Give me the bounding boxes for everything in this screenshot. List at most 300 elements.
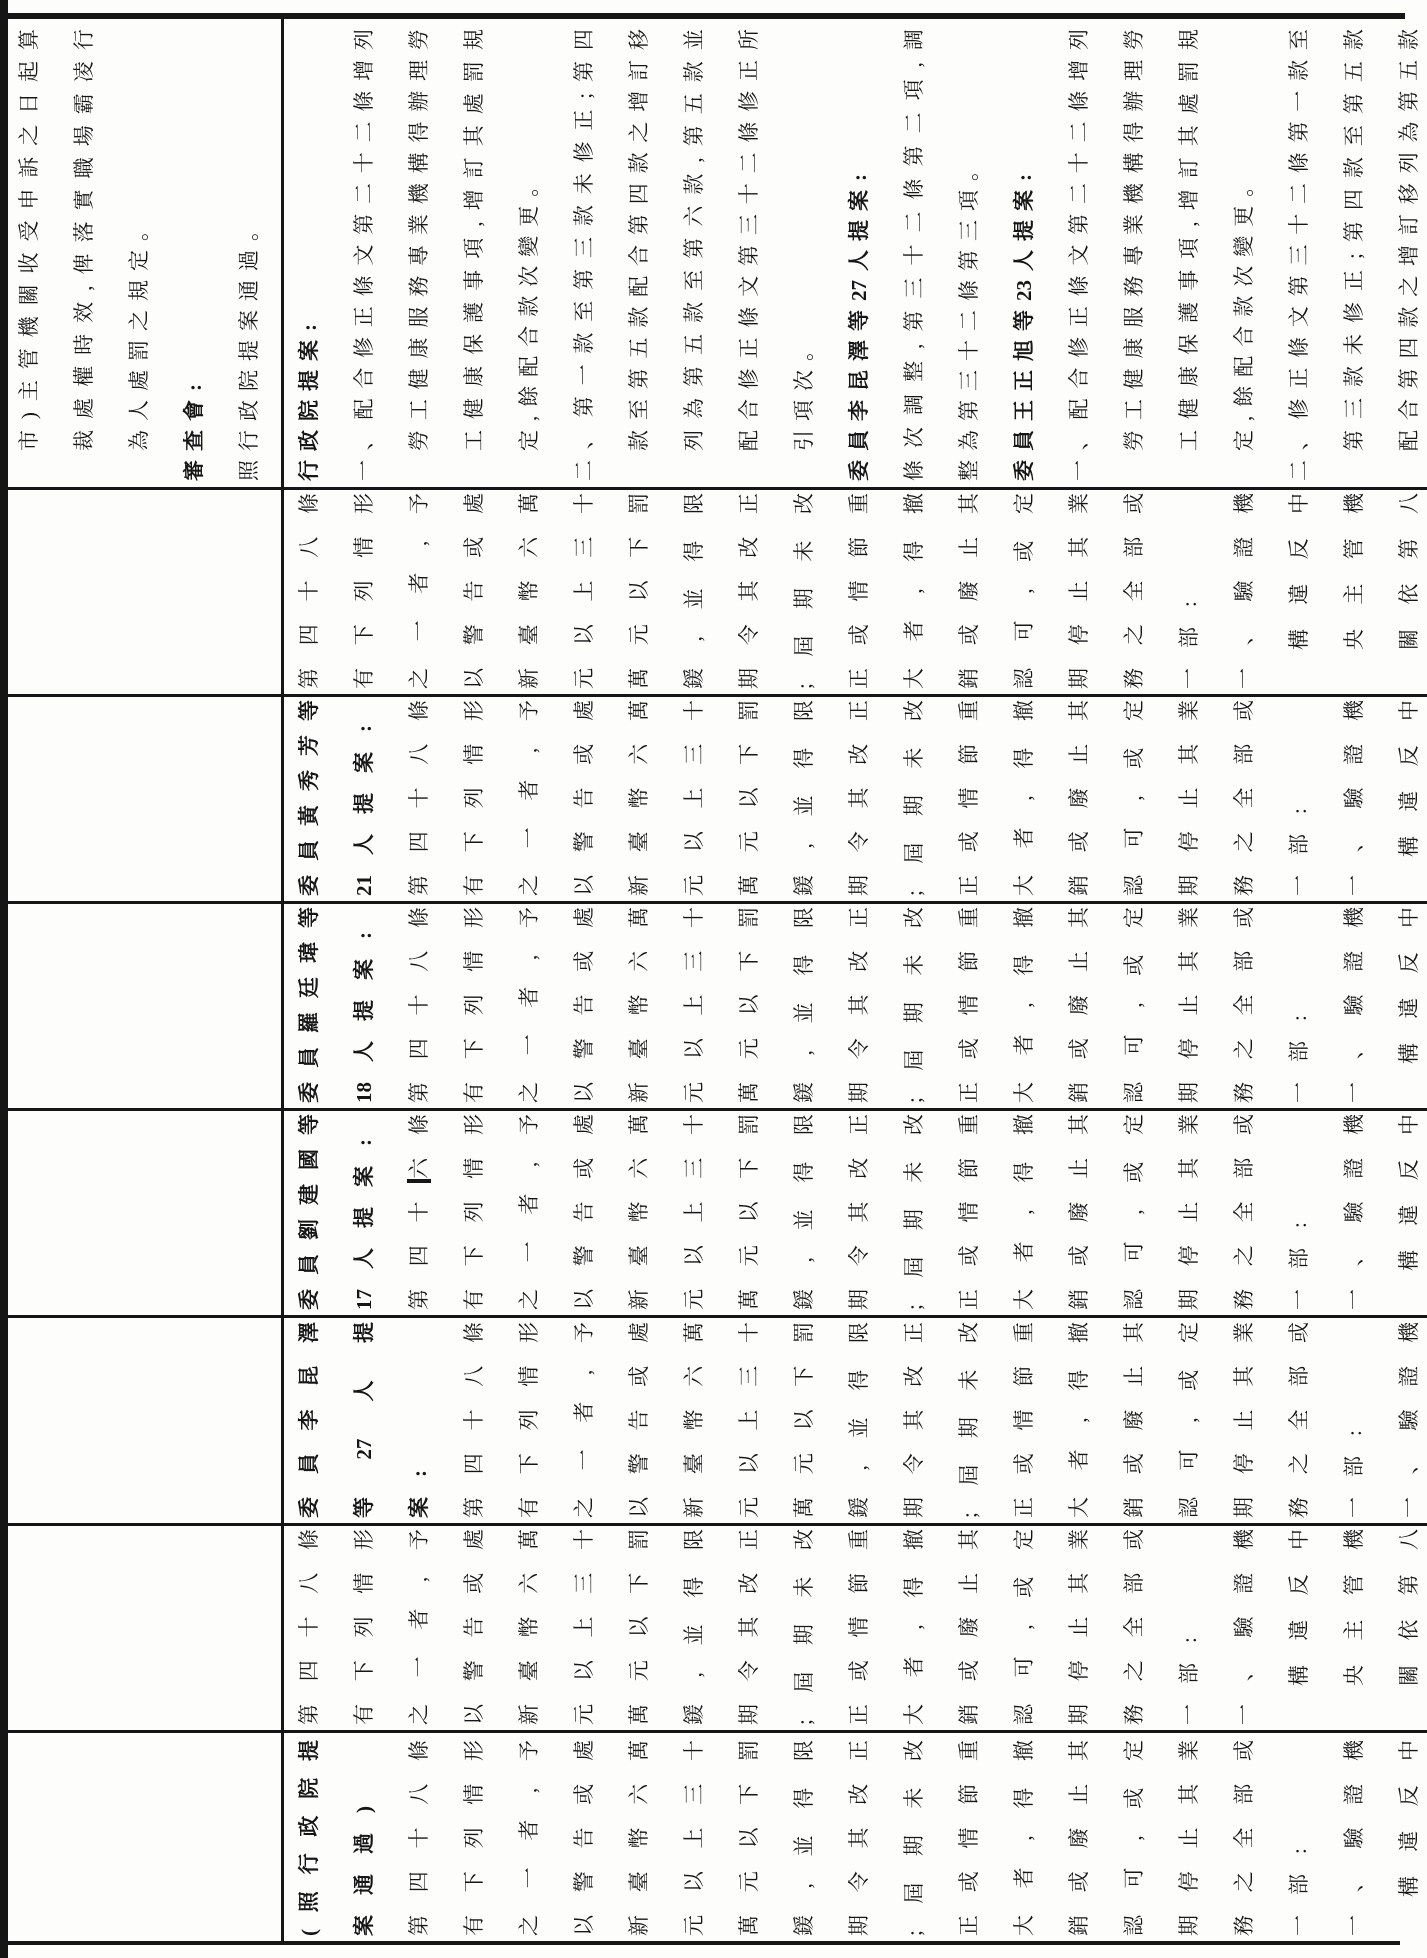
glyph: ,: [1012, 795, 1036, 801]
glyph: 下: [517, 1453, 541, 1475]
glyph: 者: [1012, 1867, 1036, 1889]
glyph: 鍰: [682, 668, 706, 689]
glyph: 元: [737, 1497, 761, 1518]
glyph: 罰: [737, 700, 761, 721]
glyph: 部: [1342, 1456, 1366, 1477]
glyph: 十: [407, 787, 431, 809]
text-line: [457, 1114, 512, 1310]
glyph: 五: [682, 333, 706, 355]
glyph: 者: [407, 572, 431, 594]
glyph: 提: [297, 1740, 321, 1762]
glyph: 其: [737, 580, 761, 602]
text-line: [952, 29, 1007, 481]
glyph: 至: [627, 399, 651, 421]
glyph: 第: [407, 1915, 431, 1936]
glyph: 至: [572, 300, 596, 322]
text-line: [897, 1322, 952, 1518]
glyph: 有: [517, 1497, 541, 1518]
glyph: 得: [407, 121, 431, 143]
glyph: 改: [737, 1572, 761, 1594]
glyph: 一: [1342, 1289, 1366, 1310]
glyph: 次: [902, 426, 926, 448]
glyph: 李: [847, 400, 871, 421]
glyph: 警: [572, 831, 596, 853]
text-line: [1172, 1322, 1227, 1518]
glyph: 提: [352, 793, 376, 814]
glyph: 案: [352, 752, 376, 773]
text-line: [347, 1740, 402, 1936]
glyph: 員: [297, 840, 321, 861]
glyph: 整: [902, 360, 926, 382]
glyph: 配: [517, 355, 541, 377]
glyph: 正: [1012, 370, 1036, 391]
glyph: 過: [237, 250, 261, 271]
glyph: 三: [737, 214, 761, 236]
glyph: ;: [792, 683, 816, 689]
glyph: 實: [72, 189, 96, 211]
glyph: 情: [957, 1827, 981, 1849]
text-line: [677, 29, 732, 451]
glyph: 關: [1397, 629, 1421, 650]
glyph: 六: [407, 1157, 431, 1179]
text-line: [952, 493, 1007, 689]
glyph: ,: [792, 1257, 816, 1263]
glyph: ,: [902, 62, 926, 68]
glyph: 二: [352, 182, 376, 204]
glyph: 委: [297, 1289, 321, 1310]
glyph: 六: [682, 205, 706, 227]
glyph: 全: [1122, 1616, 1146, 1638]
text-line: [402, 1740, 457, 1936]
glyph: 以: [737, 1453, 761, 1475]
glyph: 修: [737, 90, 761, 112]
glyph: 二: [957, 310, 981, 331]
glyph: 警: [462, 624, 486, 646]
glyph: 增: [462, 189, 486, 211]
glyph: 中: [1287, 493, 1311, 515]
glyph: 芳: [297, 735, 321, 756]
text-line: [1117, 29, 1172, 451]
glyph: 款: [1232, 295, 1256, 317]
glyph: 正: [957, 875, 981, 896]
glyph: 其: [902, 1409, 926, 1431]
glyph: 部: [1287, 1874, 1311, 1895]
glyph: 康: [407, 337, 431, 359]
glyph: 期: [847, 1082, 871, 1103]
glyph: 提: [297, 370, 321, 391]
glyph: 事: [462, 269, 486, 291]
glyph: 或: [957, 1660, 981, 1682]
glyph: 違: [1287, 583, 1311, 605]
glyph: 處: [572, 907, 596, 928]
glyph: 所: [737, 29, 761, 51]
glyph: 第: [1342, 430, 1366, 451]
glyph: 以: [572, 875, 596, 896]
glyph: 一: [1177, 1704, 1201, 1725]
glyph: 部: [1287, 1365, 1311, 1387]
glyph: 其: [462, 125, 486, 147]
glyph: 元: [627, 1660, 651, 1682]
text-line: [292, 1740, 347, 1936]
text-line: [177, 29, 232, 481]
glyph: 款: [627, 152, 651, 174]
text-line: [1007, 1529, 1062, 1725]
glyph: 第: [682, 125, 706, 147]
glyph: 照: [237, 460, 261, 481]
glyph: 萬: [627, 907, 651, 928]
glyph: 令: [847, 1038, 871, 1060]
text-line: [732, 1114, 787, 1310]
text-line: [732, 29, 787, 451]
text-line: [402, 700, 457, 896]
glyph: 列: [517, 1409, 541, 1431]
glyph: 八: [407, 1783, 431, 1805]
glyph: 止: [1177, 994, 1201, 1016]
glyph: 修: [1342, 302, 1366, 323]
glyph: 等: [297, 700, 321, 721]
glyph: 節: [957, 1157, 981, 1179]
glyph: 一: [1287, 90, 1311, 112]
glyph: 工: [462, 430, 486, 451]
column-divider-7: [8, 1730, 1427, 1733]
glyph: 證: [1342, 1783, 1366, 1805]
glyph: :: [407, 1470, 431, 1477]
glyph: 一: [407, 620, 431, 642]
glyph: 訂: [627, 59, 651, 81]
glyph: 列: [1067, 29, 1091, 51]
glyph: 其: [1177, 1157, 1201, 1179]
glyph: 認: [1177, 1497, 1201, 1518]
glyph: 款: [572, 205, 596, 227]
glyph: 五: [1397, 59, 1421, 81]
text-line: [952, 700, 1007, 896]
text-line: [1062, 493, 1117, 689]
glyph: 其: [1067, 1740, 1091, 1761]
glyph: 四: [407, 1038, 431, 1060]
glyph: 以: [572, 1660, 596, 1682]
glyph: ,: [407, 1576, 431, 1582]
glyph: 務: [1232, 1082, 1256, 1103]
glyph: 中: [1397, 907, 1421, 929]
glyph: 康: [1122, 337, 1146, 359]
glyph: 驗: [1342, 994, 1366, 1016]
text-line: [1007, 907, 1062, 1103]
glyph: :: [1287, 808, 1311, 814]
glyph: 十: [737, 183, 761, 205]
glyph: 列: [462, 787, 486, 809]
glyph: 提: [1012, 220, 1036, 241]
glyph: 未: [792, 540, 816, 562]
glyph: ,: [517, 415, 541, 421]
glyph: :: [1287, 1848, 1311, 1854]
glyph: 之: [407, 1704, 431, 1725]
glyph: :: [847, 174, 871, 181]
glyph: 機: [407, 183, 431, 205]
glyph: 案: [352, 959, 376, 980]
glyph: 條: [407, 1740, 431, 1761]
glyph: 之: [407, 668, 431, 689]
glyph: 正: [737, 493, 761, 514]
column-divider-4: [8, 1108, 1427, 1111]
glyph: 機: [1232, 1529, 1256, 1550]
glyph: 屆: [902, 1882, 926, 1904]
text-line: [347, 493, 402, 689]
text-line: [787, 1740, 842, 1936]
glyph: 十: [462, 1409, 486, 1431]
glyph: 增: [627, 90, 651, 112]
glyph: 合: [1067, 367, 1091, 389]
glyph: 款: [682, 61, 706, 83]
text-line: [347, 1322, 402, 1518]
glyph: 算: [17, 29, 41, 51]
glyph: 部: [1232, 1783, 1256, 1805]
glyph: 者: [1012, 1241, 1036, 1263]
text-line: [292, 1114, 347, 1310]
text-line: [622, 1322, 677, 1518]
glyph: 人: [352, 1380, 376, 1402]
glyph: 上: [737, 1409, 761, 1431]
text-line: [402, 1529, 457, 1725]
text-line: [842, 907, 897, 1103]
glyph: 合: [737, 399, 761, 421]
glyph: 第: [957, 400, 981, 421]
glyph: 停: [1067, 624, 1091, 646]
text-line: [622, 1114, 677, 1310]
glyph: 反: [1397, 1159, 1421, 1181]
glyph: 十: [682, 1114, 706, 1135]
glyph: 訂: [1397, 214, 1421, 236]
glyph: 告: [462, 1616, 486, 1638]
glyph: 撤: [1012, 1740, 1036, 1761]
glyph: 處: [572, 700, 596, 721]
glyph: 部: [1287, 1248, 1311, 1269]
glyph: 部: [1177, 1663, 1201, 1684]
glyph: 五: [627, 337, 651, 359]
glyph: ,: [1012, 1209, 1036, 1215]
glyph: 其: [957, 1529, 981, 1550]
glyph: 者: [1012, 1034, 1036, 1056]
text-line: [842, 1114, 897, 1310]
text-line: [512, 1740, 567, 1936]
glyph: 撤: [1067, 1322, 1091, 1343]
glyph: 大: [1067, 1497, 1091, 1518]
glyph: 國: [297, 1149, 321, 1170]
glyph: 三: [572, 236, 596, 258]
text-line: [842, 493, 897, 689]
glyph: 正: [847, 700, 871, 721]
glyph: 定: [1122, 1740, 1146, 1761]
glyph: ,: [792, 1050, 816, 1056]
glyph: 其: [1067, 907, 1091, 928]
glyph: ,: [1177, 1417, 1201, 1423]
glyph: 委: [297, 875, 321, 896]
text-line: [1172, 700, 1227, 896]
glyph: 重: [847, 493, 871, 514]
glyph: 其: [1122, 1322, 1146, 1343]
text-line: [897, 1529, 952, 1725]
glyph: 形: [352, 493, 376, 514]
glyph: 護: [1177, 301, 1201, 323]
glyph: 引: [792, 430, 816, 451]
glyph: 者: [517, 1819, 541, 1841]
glyph: 定: [517, 430, 541, 451]
glyph: 理: [407, 59, 431, 81]
glyph: 二: [572, 460, 596, 481]
text-line: [122, 29, 177, 451]
text-line: [1007, 29, 1062, 481]
glyph: 項: [902, 79, 926, 101]
glyph: 下: [737, 743, 761, 765]
text-line: [512, 1529, 567, 1725]
glyph: 業: [1177, 907, 1201, 928]
text-line: [402, 1114, 457, 1310]
glyph: 上: [572, 1616, 596, 1638]
glyph: 新: [682, 1497, 706, 1518]
glyph: 第: [902, 310, 926, 332]
glyph: 驗: [1232, 580, 1256, 602]
glyph: 四: [572, 29, 596, 51]
glyph: 一: [1232, 1704, 1256, 1725]
glyph: 構: [1287, 629, 1311, 650]
glyph: 文: [737, 275, 761, 297]
glyph: 大: [1012, 1082, 1036, 1103]
glyph: ;: [902, 1097, 926, 1103]
glyph: 期: [792, 1624, 816, 1646]
glyph: 處: [572, 1740, 596, 1761]
glyph: 以: [572, 1289, 596, 1310]
glyph: 止: [957, 1572, 981, 1594]
glyph: 或: [957, 1871, 981, 1893]
glyph: 變: [517, 235, 541, 257]
glyph: ;: [1342, 253, 1366, 259]
glyph: 、: [1342, 831, 1366, 853]
glyph: 時: [72, 333, 96, 355]
glyph: 依: [1397, 1619, 1421, 1641]
glyph: ,: [407, 540, 431, 546]
glyph: 俾: [72, 253, 96, 275]
glyph: 反: [1397, 1785, 1421, 1807]
glyph: 改: [847, 950, 871, 972]
glyph: 其: [1232, 1365, 1256, 1387]
glyph: 業: [1177, 1740, 1201, 1761]
glyph: 得: [1012, 954, 1036, 976]
glyph: 服: [1122, 306, 1146, 328]
text-line: [567, 907, 622, 1103]
glyph: 止: [1177, 1201, 1201, 1223]
glyph: :: [297, 324, 321, 331]
text-line: [677, 1322, 732, 1518]
glyph: 止: [1067, 580, 1091, 602]
text-line: [1227, 907, 1282, 1103]
glyph: :: [1287, 1222, 1311, 1228]
glyph: 審: [182, 460, 206, 481]
glyph: 臺: [517, 1660, 541, 1682]
glyph: 並: [792, 1835, 816, 1857]
glyph: 元: [572, 1704, 596, 1725]
glyph: 案: [352, 1915, 376, 1936]
glyph: ,: [902, 1624, 926, 1630]
glyph: 全: [1232, 1201, 1256, 1223]
text-line: [1062, 1114, 1117, 1310]
glyph: 辦: [1122, 90, 1146, 112]
glyph: 並: [847, 1417, 871, 1439]
glyph: 期: [902, 1209, 926, 1231]
glyph: 鍰: [792, 1082, 816, 1103]
glyph: 會: [182, 400, 206, 421]
glyph: 六: [627, 743, 651, 765]
glyph: 重: [1012, 1322, 1036, 1343]
glyph: 其: [1177, 1783, 1201, 1805]
glyph: 鍰: [847, 1497, 871, 1518]
glyph: 形: [462, 1114, 486, 1135]
glyph: 期: [957, 1417, 981, 1439]
glyph: 其: [1177, 125, 1201, 147]
glyph: 或: [1122, 493, 1146, 514]
glyph: 18: [352, 1082, 376, 1103]
glyph: 增: [1177, 189, 1201, 211]
glyph: 四: [297, 624, 321, 646]
glyph: 撤: [1012, 907, 1036, 928]
glyph: 形: [517, 1322, 541, 1343]
glyph: 者: [572, 1401, 596, 1423]
glyph: 或: [1122, 1453, 1146, 1475]
glyph: 政: [297, 430, 321, 451]
glyph: 萬: [682, 1322, 706, 1343]
glyph: 臺: [682, 1453, 706, 1475]
glyph: 期: [902, 1497, 926, 1518]
glyph: 二: [1287, 460, 1311, 481]
glyph: 六: [517, 1572, 541, 1594]
glyph: 款: [627, 430, 651, 451]
text-line: [952, 907, 1007, 1103]
glyph: 或: [1067, 831, 1091, 853]
glyph: 條: [1067, 275, 1091, 297]
glyph: 條: [1287, 336, 1311, 358]
glyph: 新: [517, 668, 541, 689]
glyph: 令: [737, 1660, 761, 1682]
text-line: [1007, 493, 1062, 689]
glyph: 未: [792, 1576, 816, 1598]
glyph: ,: [1177, 221, 1201, 227]
glyph: 令: [737, 624, 761, 646]
glyph: 者: [517, 1193, 541, 1215]
glyph: 銷: [1067, 1915, 1091, 1936]
glyph: 罰: [1177, 61, 1201, 83]
glyph: 案: [352, 1166, 376, 1187]
glyph: 院: [237, 370, 261, 391]
glyph: 其: [1177, 950, 1201, 972]
glyph: 幣: [627, 1827, 651, 1849]
glyph: 止: [1067, 950, 1091, 972]
glyph: 未: [1342, 334, 1366, 355]
glyph: 三: [682, 950, 706, 972]
glyph: 機: [1342, 493, 1366, 515]
glyph: 委: [297, 1082, 321, 1103]
glyph: 大: [1012, 1915, 1036, 1936]
glyph: 全: [1122, 580, 1146, 602]
glyph: 條: [462, 1322, 486, 1343]
glyph: 萬: [737, 1915, 761, 1936]
text-line: [952, 1114, 1007, 1310]
text-line: [292, 29, 347, 481]
glyph: 反: [1287, 538, 1311, 560]
glyph: 工: [1177, 430, 1201, 451]
glyph: 員: [297, 1047, 321, 1068]
glyph: 以: [737, 1827, 761, 1849]
glyph: 四: [627, 183, 651, 205]
glyph: 第: [1342, 93, 1366, 115]
glyph: 停: [1232, 1453, 1256, 1475]
